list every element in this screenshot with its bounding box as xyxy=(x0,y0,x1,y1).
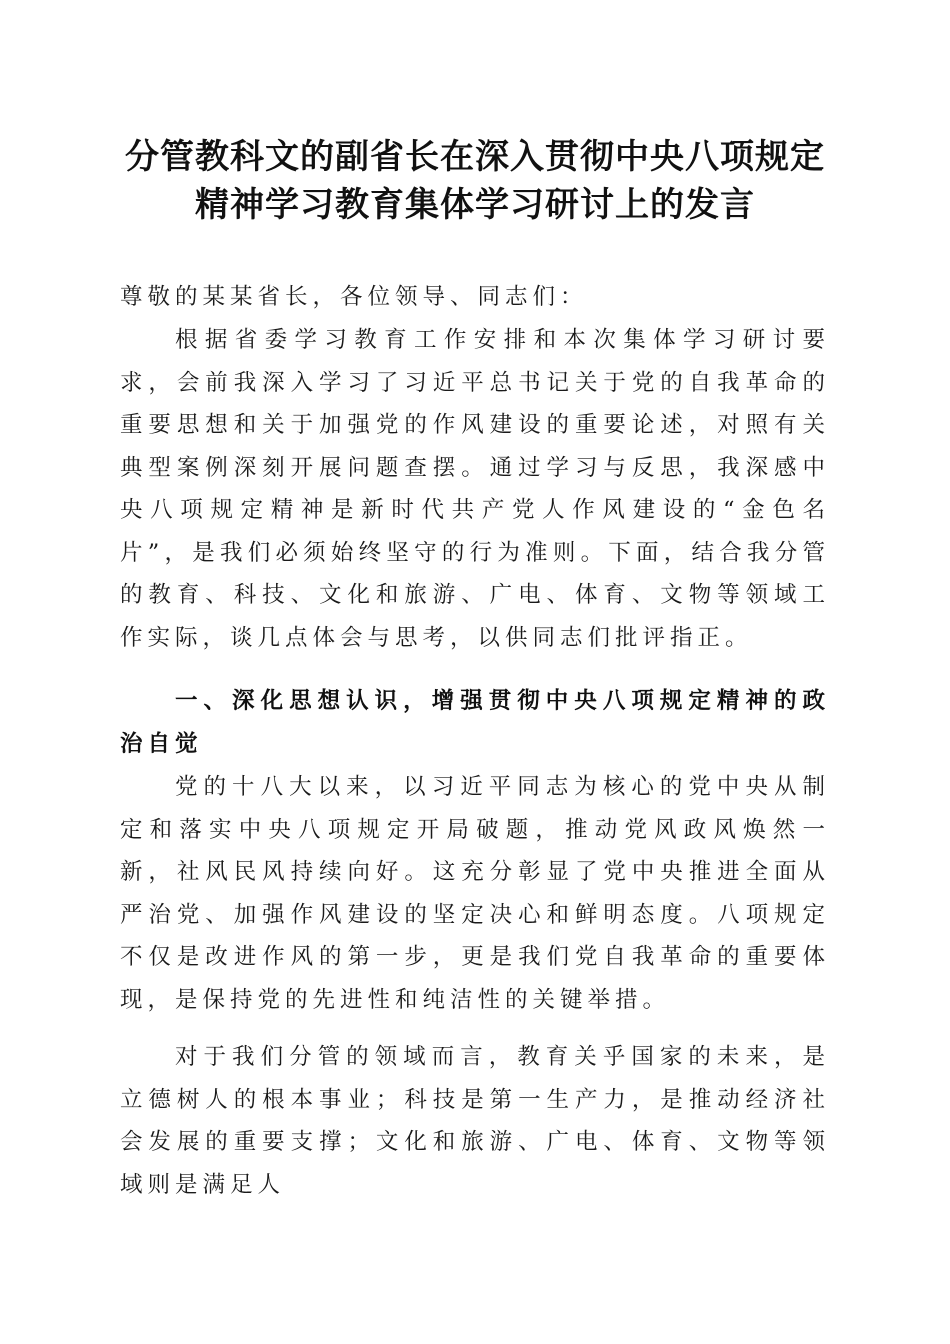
salutation: 尊敬的某某省长，各位领导、同志们： xyxy=(120,284,588,310)
document-title-line-2: 精神学习教育集体学习研讨上的发言 xyxy=(195,185,755,225)
paragraph-body: 对于我们分管的领域而言，教育关乎国家的未来，是立德树人的根本事业；科技是第一生产力，是推动经济社会发展的重要支撑；文化和旅游、广电、体育、文物等领域则是满足人 xyxy=(120,1044,830,1198)
paragraph-intro: 根据省委学习教育工作安排和本次集体学习研讨要求，会前我深入学习了习近平总书记关于党的自我革命的重要思想和关于加强党的作风建设的重要论述，对照有关典型案例深刻开展问题查摆。通过学习与反思，我深感中央八项规定精神是新时代共产党人作风建设的“金色名片”，是我们必须始终坚守的行为准则。下面，结合我分管的教育、科技、文化和旅游、广电、体育、文物等领域工作实际，谈几点体会与思考，以供同志们批评指正。 xyxy=(120,327,830,651)
paragraph-body: 党的十八大以来，以习近平同志为核心的党中央从制定和落实中央八项规定开局破题，推动党风政风焕然一新，社风民风持续向好。这充分彰显了党中央推进全面从严治党、加强作风建设的坚定决心和鲜明态度。八项规定不仅是改进作风的第一步，更是我们党自我革命的重要体现，是保持党的先进性和纯洁性的关键举措。 xyxy=(120,774,830,1013)
document-title-line-1: 分管教科文的副省长在深入贯彻中央八项规定 xyxy=(125,137,825,177)
section-heading: 一、深化思想认识，增强贯彻中央八项规定精神的政治自觉 xyxy=(120,688,830,757)
